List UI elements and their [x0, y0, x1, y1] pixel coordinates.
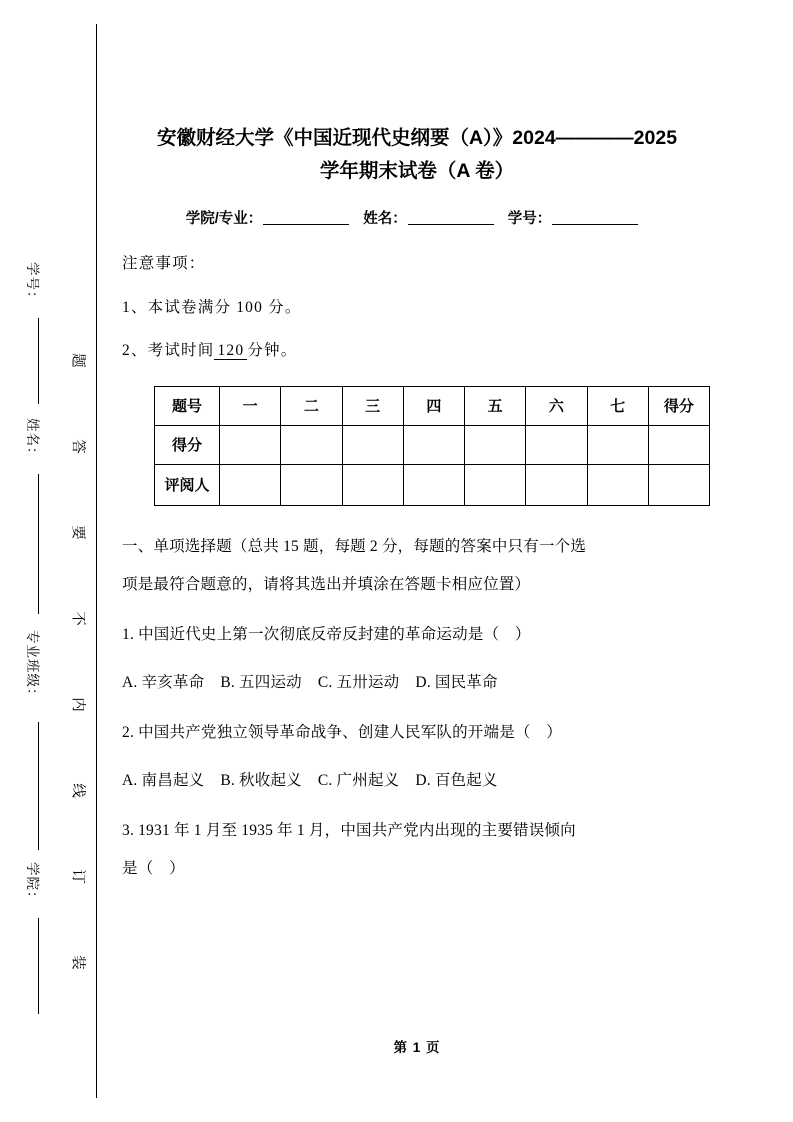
- notice-item-2: [122, 343, 712, 360]
- table-row-markers: [155, 464, 710, 505]
- notice-item-1: 1、本试卷满分 100 分。: [122, 298, 302, 316]
- page-footer: 第 1 页: [393, 1040, 441, 1055]
- field-name: [363, 207, 504, 228]
- score-table: [154, 386, 710, 506]
- question-1-option-a[interactable]: A. 辛亥革命: [122, 673, 205, 691]
- score-cell-3[interactable]: [342, 425, 403, 464]
- question-2-options: [122, 762, 712, 800]
- field-student-id: [508, 207, 649, 228]
- score-table-col-1: 一: [220, 386, 281, 425]
- question-2-option-c[interactable]: C. 广州起义: [317, 771, 400, 789]
- score-table-row-label-1: 题号: [155, 386, 220, 425]
- seal-divider-2: [38, 474, 39, 614]
- field-name-label: 姓名：: [363, 211, 407, 227]
- question-1-stem: 1. 中国近代史上第一次彻底反帝反封建的革命运动是（ ）: [122, 625, 531, 643]
- seal-char-5: 内: [69, 697, 86, 712]
- exam-duration-value: 120: [214, 343, 247, 360]
- table-row-question-numbers: [155, 386, 710, 425]
- score-cell-total[interactable]: [648, 425, 709, 464]
- seal-divider-1: [38, 318, 39, 404]
- score-table-wrapper: [154, 386, 712, 506]
- marker-cell-4[interactable]: [403, 464, 464, 505]
- seal-char-3: 要: [69, 525, 86, 540]
- score-cell-6[interactable]: [526, 425, 587, 464]
- section-multiple-choice: [122, 528, 712, 888]
- score-table-row-label-2: 得分: [155, 425, 220, 464]
- score-table-col-4: 四: [403, 386, 464, 425]
- seal-divider-4: [38, 918, 39, 1014]
- field-college-major-label: 学院/专业：: [185, 211, 263, 227]
- section-heading-line-1: 一、单项选择题（总共 15 题，每题 2 分，每题的答案中只有一个选: [122, 537, 587, 555]
- question-2-option-a[interactable]: A. 南昌起义: [122, 771, 205, 789]
- seal-label-college: 学院：: [25, 862, 40, 906]
- seal-margin-inner: [60, 0, 98, 1122]
- page-title: [122, 0, 712, 188]
- field-college-major-input[interactable]: [263, 224, 349, 225]
- marker-cell-3[interactable]: [342, 464, 403, 505]
- field-student-id-input[interactable]: [552, 224, 638, 225]
- question-1-options: [122, 664, 712, 702]
- marker-cell-2[interactable]: [281, 464, 342, 505]
- question-3: [122, 812, 712, 888]
- notice-item-2-prefix: 2、考试时间: [122, 342, 215, 359]
- score-cell-2[interactable]: [281, 425, 342, 464]
- seal-char-8: 装: [69, 955, 86, 970]
- question-1: [122, 616, 712, 702]
- question-1-option-b[interactable]: B. 五四运动: [220, 673, 302, 691]
- question-2-stem: 2. 中国共产党独立领导革命战争、创建人民军队的开端是（ ）: [122, 723, 563, 741]
- question-3-stem-line-1: 3. 1931 年 1 月至 1935 年 1 月，中国共产党内出现的主要错误倾向: [122, 821, 576, 839]
- question-1-option-d[interactable]: D. 国民革命: [415, 673, 498, 691]
- seal-char-2: 答: [69, 439, 86, 454]
- field-name-input[interactable]: [408, 224, 494, 225]
- seal-divider-3: [38, 722, 39, 850]
- seal-label-name: 姓名：: [25, 418, 40, 462]
- score-cell-1[interactable]: [220, 425, 281, 464]
- seal-char-6: 线: [69, 783, 86, 798]
- notice-item-2-suffix: 分钟。: [247, 342, 298, 359]
- score-table-col-6: 六: [526, 386, 587, 425]
- question-1-option-c[interactable]: C. 五卅运动: [317, 673, 400, 691]
- marker-cell-total[interactable]: [648, 464, 709, 505]
- marker-cell-5[interactable]: [465, 464, 526, 505]
- section-heading: [122, 528, 712, 604]
- seal-label-student-id: 学号：: [25, 262, 40, 306]
- score-table-col-3: 三: [342, 386, 403, 425]
- notice-heading: 注意事项：: [122, 255, 206, 272]
- score-table-col-5: 五: [465, 386, 526, 425]
- question-2-option-d[interactable]: D. 百色起义: [415, 771, 498, 789]
- field-college-major: [186, 207, 360, 228]
- question-3-stem-line-2: 是（ ）: [122, 859, 185, 877]
- section-heading-line-2: 项是最符合题意的，请将其选出并填涂在答题卡相应位置）: [122, 575, 531, 593]
- score-cell-5[interactable]: [465, 425, 526, 464]
- page-title-line-2: 学年期末试卷（A 卷）: [319, 160, 515, 182]
- score-table-col-2: 二: [281, 386, 342, 425]
- question-2-option-b[interactable]: B. 秋收起义: [220, 771, 302, 789]
- marker-cell-1[interactable]: [220, 464, 281, 505]
- seal-char-7: 订: [69, 869, 86, 884]
- table-row-scores: [155, 425, 710, 464]
- identity-fields: [122, 207, 712, 228]
- seal-char-4: 不: [69, 611, 86, 626]
- score-cell-7[interactable]: [587, 425, 648, 464]
- paper-body: [122, 0, 712, 888]
- field-student-id-label: 学号：: [507, 211, 552, 227]
- seal-label-class: 专业班级：: [25, 630, 40, 703]
- score-table-row-label-3: 评阅人: [155, 464, 220, 505]
- score-table-col-7: 七: [587, 386, 648, 425]
- seal-char-1: 题: [69, 353, 86, 368]
- score-cell-4[interactable]: [403, 425, 464, 464]
- score-table-col-total: 得分: [648, 386, 709, 425]
- marker-cell-6[interactable]: [526, 464, 587, 505]
- marker-cell-7[interactable]: [587, 464, 648, 505]
- seal-margin-outer: [0, 0, 62, 1122]
- notice-block: [122, 256, 712, 360]
- page-title-line-1: 安徽财经大学《中国近现代史纲要（A）》2024————2025: [156, 127, 678, 149]
- question-2: [122, 714, 712, 800]
